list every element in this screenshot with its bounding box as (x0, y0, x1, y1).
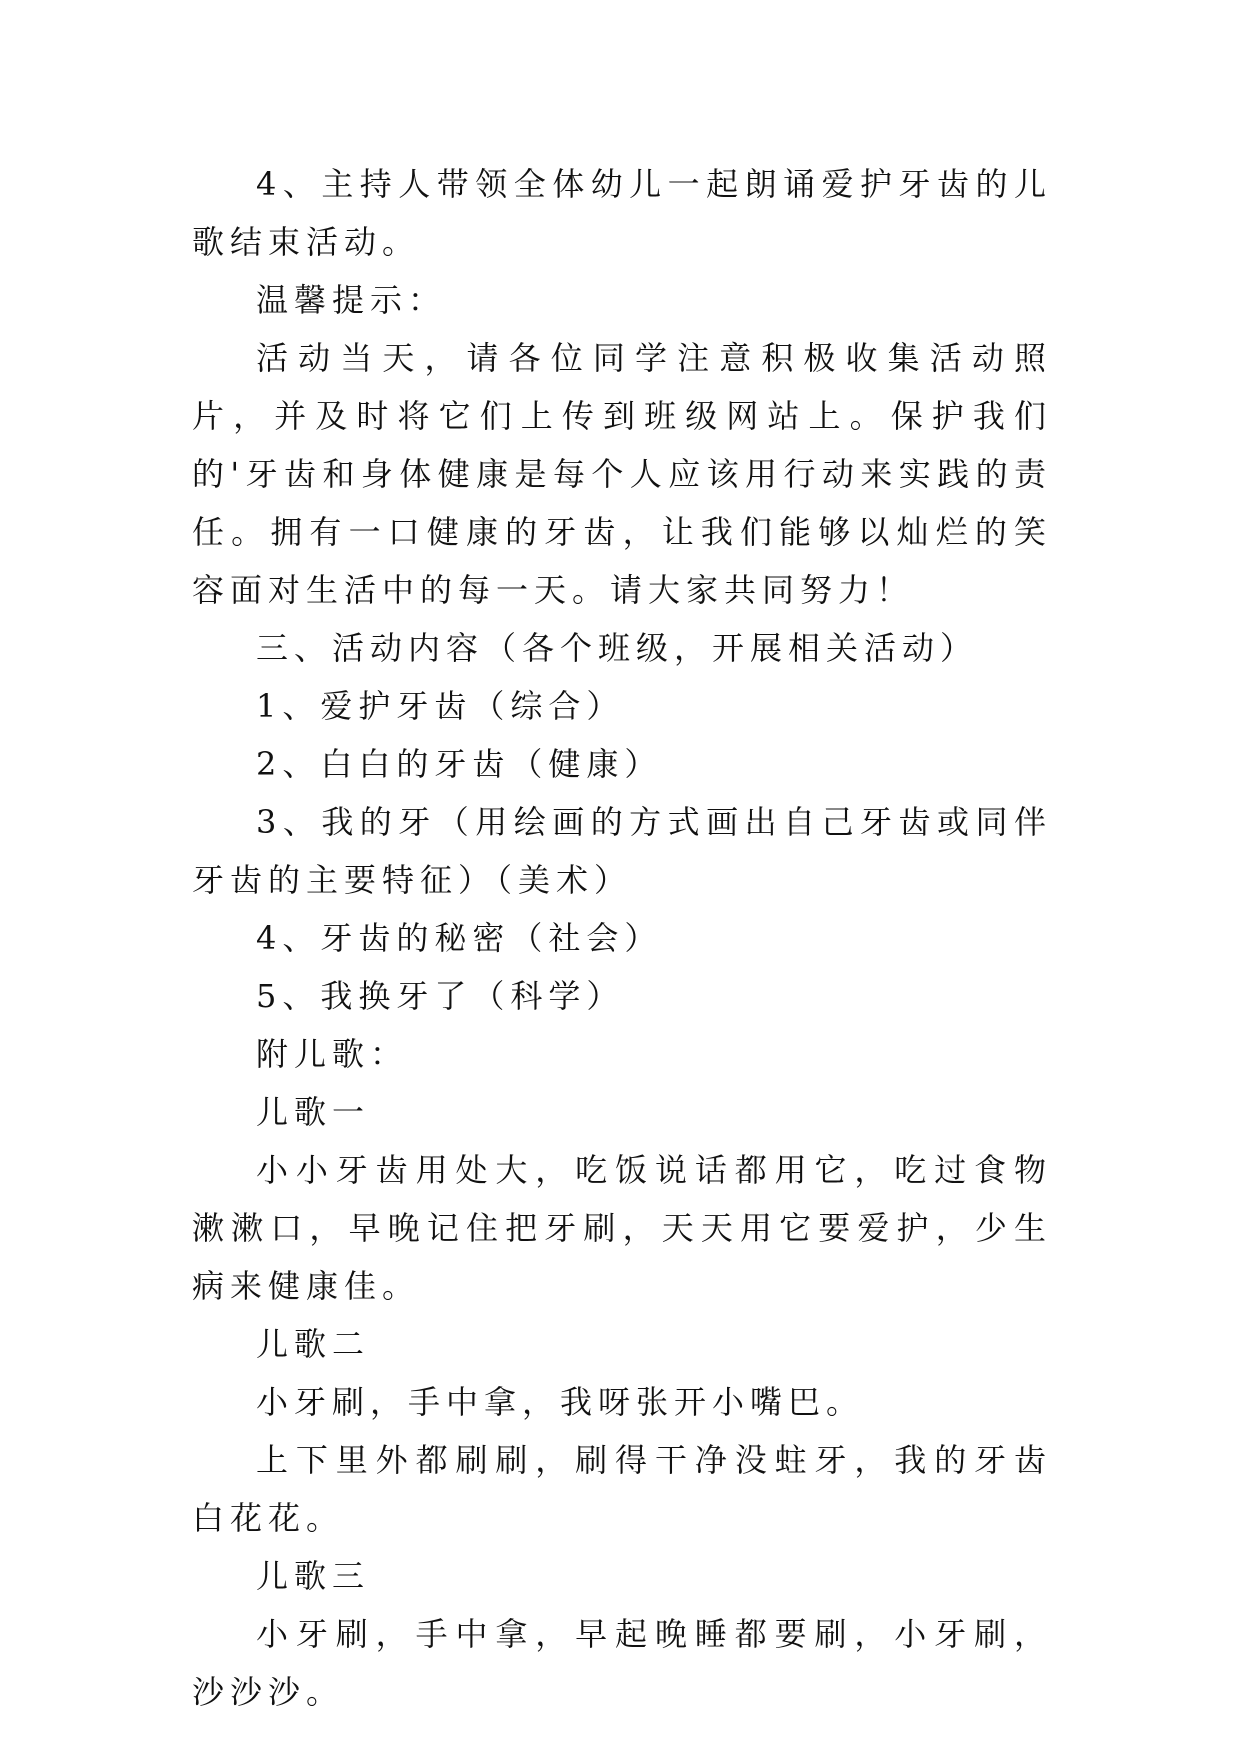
activity-item-2: 2、白白的牙齿（健康） (256, 745, 663, 783)
tips-heading: 温馨提示： (256, 281, 447, 319)
song-title-3: 儿歌三 (256, 1557, 371, 1595)
tips-paragraph: 活动当天，请各位同学注意积极收集活动照片，并及时将它们上传到班级网站上。保护我们的'牙齿和身体健康是每个人应该用行动来实践的责任。拥有一口健康的牙齿，让我们能够以灿烂的笑容面对生活中的每一天。请大家共同努力！ (192, 339, 1052, 609)
activity-item-5: 5、我换牙了（科学） (256, 977, 625, 1015)
song-lyrics-3: 小牙刷，手中拿，早起晚睡都要刷，小牙刷，沙沙沙。 (192, 1615, 1052, 1711)
song-lyrics-1: 小小牙齿用处大，吃饭说话都用它，吃过食物漱漱口，早晚记住把牙刷，天天用它要爱护，少生病来健康佳。 (192, 1151, 1052, 1305)
song-title-1: 儿歌一 (256, 1093, 371, 1131)
section-heading-activities: 三、活动内容（各个班级，开展相关活动） (256, 629, 979, 667)
activity-item-1: 1、爱护牙齿（综合） (256, 687, 625, 725)
activity-item-3: 3、我的牙（用绘画的方式画出自己牙齿或同伴牙齿的主要特征）（美术） (192, 803, 1052, 899)
song-lyrics-2-line-2: 上下里外都刷刷，刷得干净没蛀牙，我的牙齿白花花。 (192, 1441, 1052, 1537)
paragraph-step-4: 4、主持人带领全体幼儿一起朗诵爱护牙齿的儿歌结束活动。 (192, 165, 1052, 261)
document-body (192, 155, 1052, 1721)
song-lyrics-2-line-1: 小牙刷，手中拿，我呀张开小嘴巴。 (256, 1383, 865, 1421)
appendix-heading: 附儿歌： (256, 1035, 409, 1073)
song-title-2: 儿歌二 (256, 1325, 371, 1363)
activity-item-4: 4、牙齿的秘密（社会） (256, 919, 663, 957)
